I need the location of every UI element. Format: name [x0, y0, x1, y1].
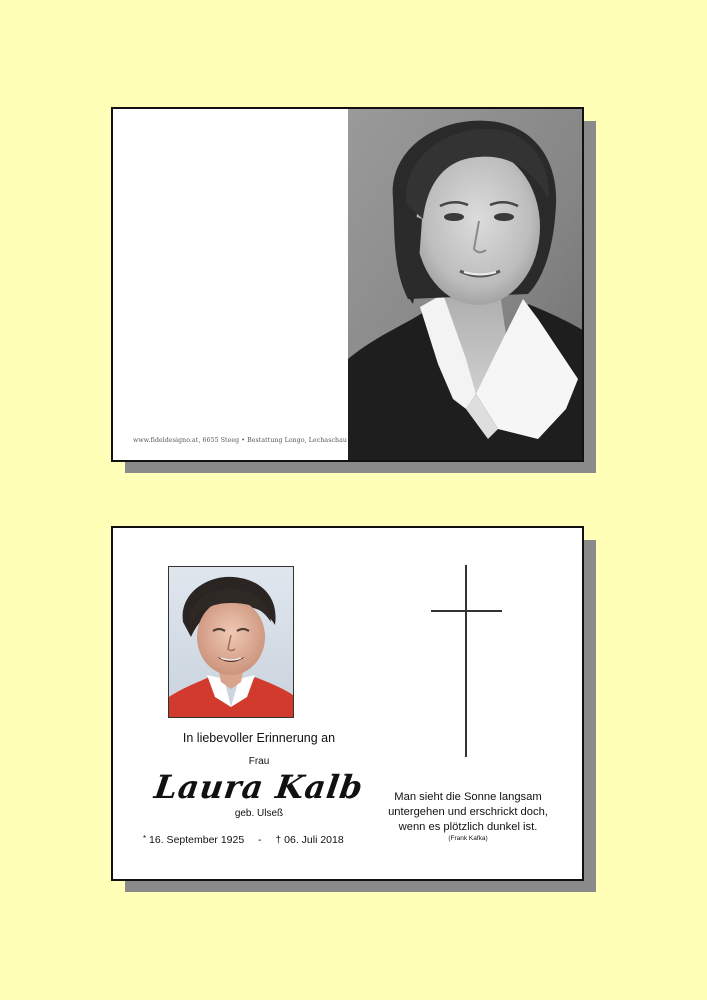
birth-date: 16. September 1925	[149, 834, 245, 846]
quote-text	[363, 790, 573, 835]
quote-line: wenn es plötzlich dunkel ist.	[398, 821, 538, 833]
front-card	[111, 107, 584, 462]
quote-author: (Frank Kafka)	[448, 835, 488, 842]
deceased-name: Laura Kalb	[152, 768, 366, 806]
intro-text: In liebevoller Erinnerung an	[182, 731, 336, 745]
salutation-text: Frau	[248, 756, 270, 767]
cross-icon-vertical	[465, 565, 467, 757]
young-portrait-photo	[348, 109, 584, 460]
death-symbol: †	[275, 834, 282, 846]
imprint-text: www.fideldesigno.at, 6655 Steeg • Bestattung Longo, Lechaschau	[133, 437, 347, 444]
quote-line: Man sieht die Sonne langsam	[394, 791, 542, 803]
death-date: 06. Juli 2018	[284, 834, 344, 846]
birth-symbol: *	[143, 834, 147, 843]
elderly-portrait-photo	[168, 566, 294, 718]
date-separator: -	[258, 834, 262, 846]
back-card	[111, 526, 584, 881]
quote-line: untergehen und erschrickt doch,	[388, 806, 548, 818]
cross-icon-horizontal	[431, 610, 502, 612]
maiden-name: geb. Ulseß	[234, 808, 284, 819]
life-dates	[143, 834, 344, 846]
front-card-blank-panel	[113, 109, 348, 460]
